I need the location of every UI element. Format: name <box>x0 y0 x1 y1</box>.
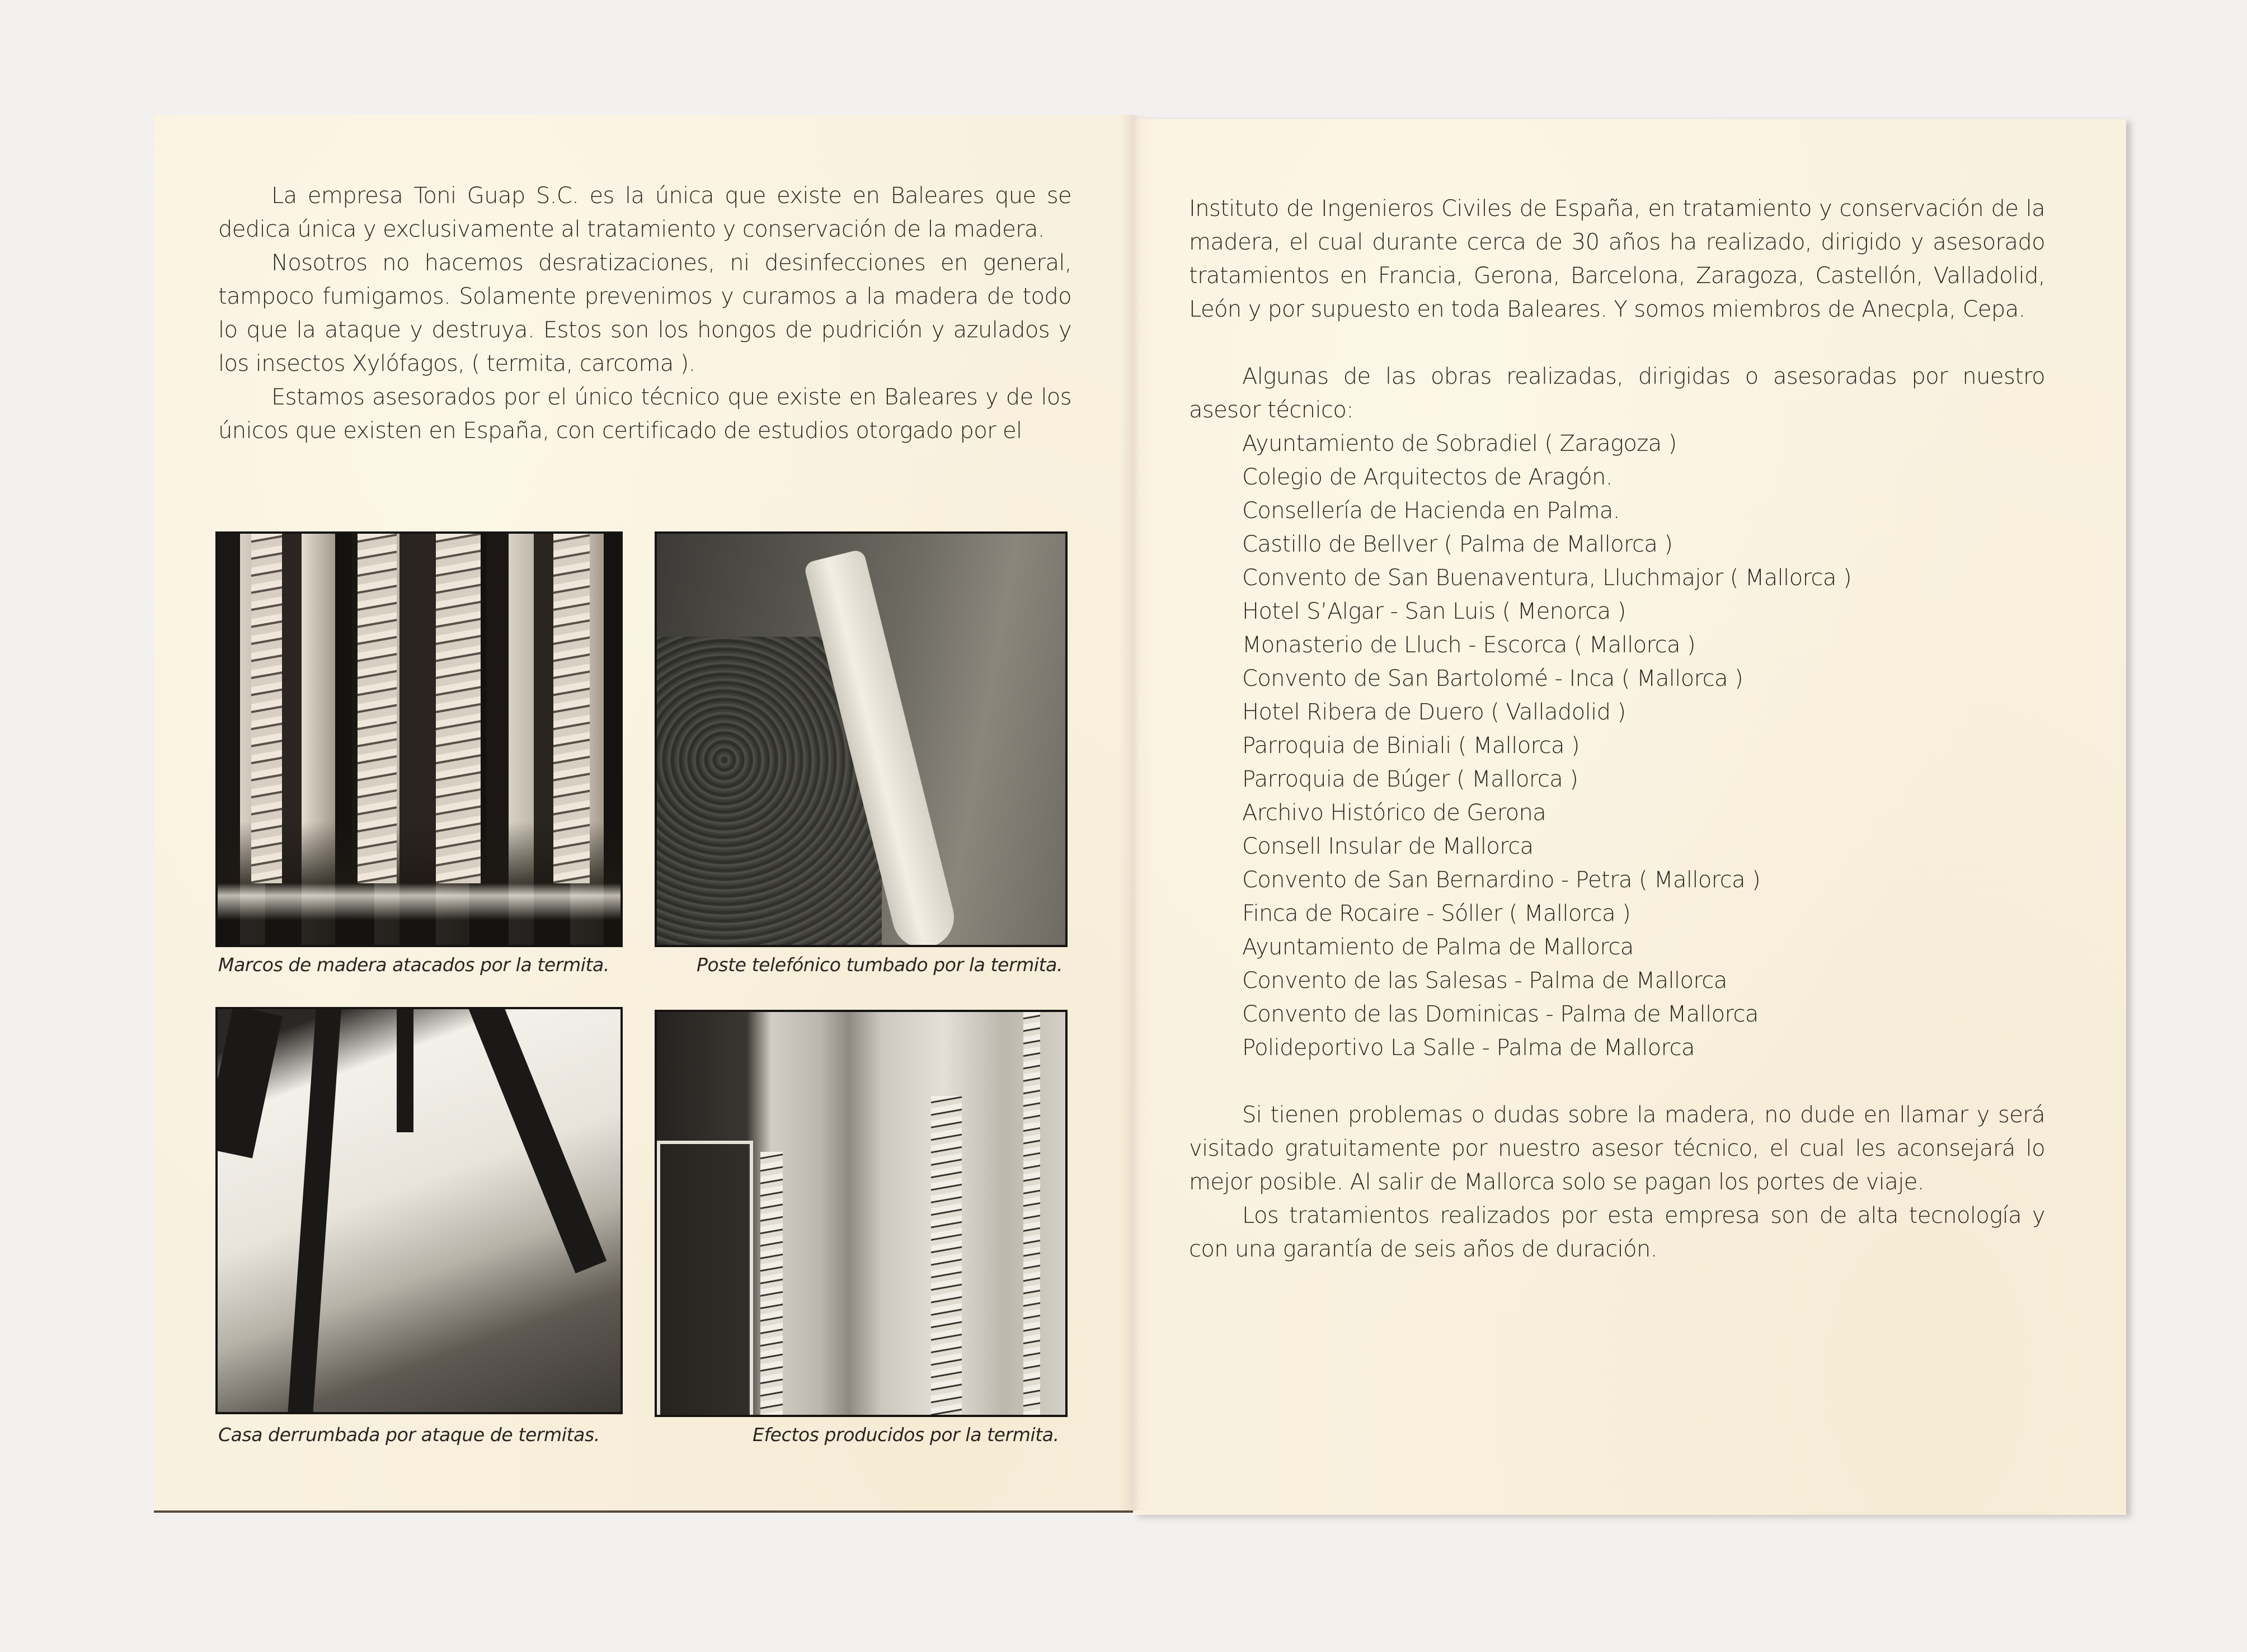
works-list-item: Hotel Ribera de Duero ( Valladolid ) <box>1242 699 1626 725</box>
works-list-item: Ayuntamiento de Sobradiel ( Zaragoza ) <box>1242 431 1677 456</box>
works-list-item: Castillo de Bellver ( Palma de Mallorca ) <box>1242 531 1673 557</box>
works-list-item: Monasterio de Lluch - Escorca ( Mallorca ) <box>1242 632 1695 658</box>
wooden-frames-photo <box>215 531 623 947</box>
works-list-item: Parroquia de Biniali ( Mallorca ) <box>1242 733 1580 759</box>
works-list-item: Convento de las Dominicas - Palma de Mallorca <box>1242 1001 1759 1027</box>
works-list-item: Consell Insular de Mallorca <box>1242 834 1534 859</box>
spine-fold <box>1119 115 1153 1510</box>
works-list-item: Parroquia de Búger ( Mallorca ) <box>1242 766 1578 792</box>
paragraph-company-intro: La empresa Toni Guap S.C. es la única que existe en Baleares que se dedica única y exclusivamente al tratamiento y conservación de la madera. <box>218 183 1071 242</box>
works-list <box>1189 427 2045 1065</box>
works-list-item: Ayuntamiento de Palma de Mallorca <box>1242 934 1634 960</box>
paragraph-institute: Instituto de Ingenieros Civiles de España, en tratamiento y conservación de la madera, el cual durante cerca de 30 años ha realizado, dirigido y asesorado tratamientos en Francia, Gerona, Barcelona, Zaragoza, Castellón, Valladolid, León y por supuesto en toda Baleares. Y somos miembros de Anecpla, Cepa. <box>1189 196 2045 322</box>
works-list-item: Finca de Rocaire - Sóller ( Mallorca ) <box>1242 901 1631 926</box>
caption-fallen-pole: Poste telefónico tumbado por la termita. <box>697 954 1063 976</box>
caption-wooden-frames: Marcos de madera atacados por la termita. <box>218 954 609 976</box>
works-list-item: Archivo Histórico de Gerona <box>1242 800 1546 826</box>
works-list-item: Convento de las Salesas - Palma de Mallorca <box>1242 968 1727 994</box>
left-page-text <box>218 179 1071 448</box>
right-page-text <box>1189 192 2045 1266</box>
paragraph-guarantee: Los tratamientos realizados por esta empresa son de alta tecnología y con una garantía de seis años de duración. <box>1189 1203 2045 1262</box>
collapsed-house-photo <box>215 1007 623 1414</box>
paragraph-services: Nosotros no hacemos desratizaciones, ni desinfecciones en general, tampoco fumigamos. Solamente prevenimos y curamos a la madera de todo lo que la ataque y destruya. Estos son los hongos de pudrición y azulados y los insectos Xylófagos, ( termita, carcoma ). <box>218 250 1071 376</box>
works-list-item: Consellería de Hacienda en Palma. <box>1242 498 1620 524</box>
works-heading: Algunas de las obras realizadas, dirigidas o asesoradas por nuestro asesor técnico: <box>1189 364 2045 423</box>
works-list-item: Convento de San Bernardino - Petra ( Mallorca ) <box>1242 867 1761 893</box>
fallen-pole-photo <box>655 531 1068 947</box>
termite-effects-photo <box>655 1010 1068 1417</box>
paragraph-advisor: Estamos asesorados por el único técnico que existe en Baleares y de los únicos que existen en España, con certificado de estudios otorgado por el <box>218 384 1071 444</box>
caption-termite-effects: Efectos producidos por la termita. <box>753 1424 1059 1446</box>
left-page <box>154 115 1133 1510</box>
paragraph-contact: Si tienen problemas o dudas sobre la madera, no dude en llamar y será visitado gratuitamente por nuestro asesor técnico, el cual les aconsejará lo mejor posible. Al salir de Mallorca solo se pagan los portes de viaje. <box>1189 1102 2045 1195</box>
right-page <box>1133 119 2126 1515</box>
works-list-item: Polideportivo La Salle - Palma de Mallorca <box>1242 1035 1695 1061</box>
brochure-spread <box>154 115 2126 1510</box>
works-list-item: Hotel S’Algar - San Luis ( Menorca ) <box>1242 599 1626 624</box>
works-list-item: Colegio de Arquitectos de Aragón. <box>1242 464 1613 490</box>
works-list-item: Convento de San Buenaventura, Lluchmajor ( Mallorca ) <box>1242 565 1851 591</box>
works-list-item: Convento de San Bartolomé - Inca ( Mallorca ) <box>1242 666 1743 691</box>
caption-collapsed-house: Casa derrumbada por ataque de termitas. <box>218 1424 600 1446</box>
